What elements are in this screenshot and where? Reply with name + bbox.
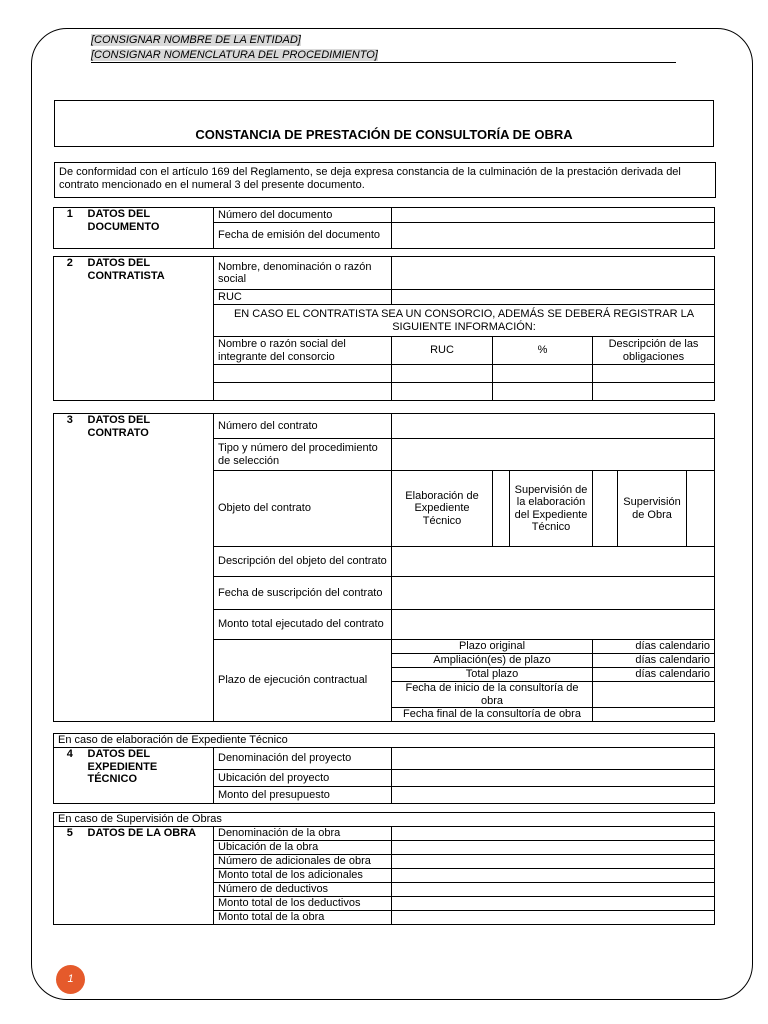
field-value[interactable]	[593, 682, 715, 708]
section-4-table	[53, 733, 715, 804]
section-number: 1	[54, 208, 86, 249]
consortium-cell[interactable]	[392, 365, 493, 383]
field-value[interactable]	[392, 577, 715, 610]
section-caption: En caso de Supervisión de Obras	[54, 813, 715, 827]
document-title: CONSTANCIA DE PRESTACIÓN DE CONSULTORÍA DE OBRA	[54, 100, 714, 147]
section-title: DATOS DEL CONTRATO	[86, 414, 214, 722]
field-value[interactable]	[392, 911, 715, 925]
consortium-cell[interactable]	[593, 383, 715, 401]
field-value[interactable]	[392, 897, 715, 911]
field-label: Nombre, denominación o razón social	[214, 257, 392, 290]
field-value[interactable]	[392, 257, 715, 290]
field-label: Número del contrato	[214, 414, 392, 439]
object-option-label: Supervisión de Obra	[618, 471, 687, 547]
field-value[interactable]	[392, 439, 715, 471]
consortium-cell[interactable]	[214, 383, 392, 401]
object-option-checkbox[interactable]	[493, 471, 510, 547]
field-label: Monto total de los deductivos	[214, 897, 392, 911]
consortium-cell[interactable]	[593, 365, 715, 383]
field-value[interactable]	[392, 770, 715, 787]
days-unit: días calendario	[593, 654, 715, 668]
section-number: 3	[54, 414, 86, 722]
field-value[interactable]	[392, 883, 715, 897]
section-title: DATOS DEL DOCUMENTO	[86, 208, 214, 249]
field-label: Objeto del contrato	[214, 471, 392, 547]
field-label: Denominación del proyecto	[214, 748, 392, 770]
object-option-checkbox[interactable]	[687, 471, 715, 547]
object-option-label: Elaboración de Expediente Técnico	[392, 471, 493, 547]
section-title: DATOS DEL EXPEDIENTE TÉCNICO	[86, 748, 214, 804]
field-value[interactable]	[392, 414, 715, 439]
field-value[interactable]	[392, 208, 715, 223]
section-number: 2	[54, 257, 86, 401]
term-label: Total plazo	[392, 668, 593, 682]
field-value[interactable]	[392, 855, 715, 869]
section-number: 5	[54, 827, 86, 925]
field-label: Monto total de los adicionales	[214, 869, 392, 883]
field-label: Tipo y número del procedimiento de selección	[214, 439, 392, 471]
field-value[interactable]	[392, 547, 715, 577]
field-label: Ubicación de la obra	[214, 841, 392, 855]
field-label: Número del documento	[214, 208, 392, 223]
section-5-table	[53, 812, 715, 925]
consortium-cell[interactable]	[493, 383, 593, 401]
term-label: Plazo original	[392, 640, 593, 654]
field-label: Denominación de la obra	[214, 827, 392, 841]
field-label: Plazo de ejecución contractual	[214, 640, 392, 722]
field-value[interactable]	[392, 223, 715, 249]
consortium-cell[interactable]	[214, 365, 392, 383]
field-value[interactable]	[392, 748, 715, 770]
field-value[interactable]	[392, 290, 715, 305]
field-value[interactable]	[392, 869, 715, 883]
field-label: Monto del presupuesto	[214, 787, 392, 804]
term-label: Fecha final de la consultoría de obra	[392, 708, 593, 722]
header-divider	[91, 62, 676, 63]
object-option-label: Supervisión de la elaboración del Expediente Técnico	[510, 471, 593, 547]
section-title: DATOS DE LA OBRA	[86, 827, 214, 925]
field-label: Monto total de la obra	[214, 911, 392, 925]
field-label: Número de deductivos	[214, 883, 392, 897]
page-number-badge: 1	[56, 965, 85, 994]
object-option-checkbox[interactable]	[593, 471, 618, 547]
section-2-table	[53, 256, 715, 401]
section-1-table	[53, 207, 715, 249]
field-label: Ubicación del proyecto	[214, 770, 392, 787]
days-unit: días calendario	[593, 668, 715, 682]
column-header: Nombre o razón social del integrante del consorcio	[214, 337, 392, 365]
entity-placeholder: [CONSIGNAR NOMBRE DE LA ENTIDAD]	[91, 34, 301, 46]
field-value[interactable]	[392, 827, 715, 841]
field-value[interactable]	[392, 610, 715, 640]
column-header: RUC	[392, 337, 493, 365]
intro-paragraph: De conformidad con el artículo 169 del Reglamento, se deja expresa constancia de la culminación de la prestación derivada del contrato mencionado en el numeral 3 del presente documento.	[54, 162, 716, 198]
days-unit: días calendario	[593, 640, 715, 654]
field-value[interactable]	[392, 841, 715, 855]
field-value[interactable]	[593, 708, 715, 722]
procedure-placeholder: [CONSIGNAR NOMENCLATURA DEL PROCEDIMIENTO]	[91, 49, 378, 61]
section-caption: En caso de elaboración de Expediente Técnico	[54, 734, 715, 748]
consortium-note: EN CASO EL CONTRATISTA SEA UN CONSORCIO, ADEMÁS SE DEBERÁ REGISTRAR LA SIGUIENTE INFORMACIÓN:	[214, 305, 715, 337]
field-label: Descripción del objeto del contrato	[214, 547, 392, 577]
field-label: Monto total ejecutado del contrato	[214, 610, 392, 640]
section-title: DATOS DEL CONTRATISTA	[86, 257, 214, 401]
field-label: Fecha de suscripción del contrato	[214, 577, 392, 610]
term-label: Fecha de inicio de la consultoría de obra	[392, 682, 593, 708]
section-number: 4	[54, 748, 86, 804]
term-label: Ampliación(es) de plazo	[392, 654, 593, 668]
column-header: Descripción de las obligaciones	[593, 337, 715, 365]
field-label: Número de adicionales de obra	[214, 855, 392, 869]
consortium-cell[interactable]	[493, 365, 593, 383]
field-label: RUC	[214, 290, 392, 305]
consortium-cell[interactable]	[392, 383, 493, 401]
section-3-table	[53, 413, 715, 722]
field-label: Fecha de emisión del documento	[214, 223, 392, 249]
column-header: %	[493, 337, 593, 365]
field-value[interactable]	[392, 787, 715, 804]
